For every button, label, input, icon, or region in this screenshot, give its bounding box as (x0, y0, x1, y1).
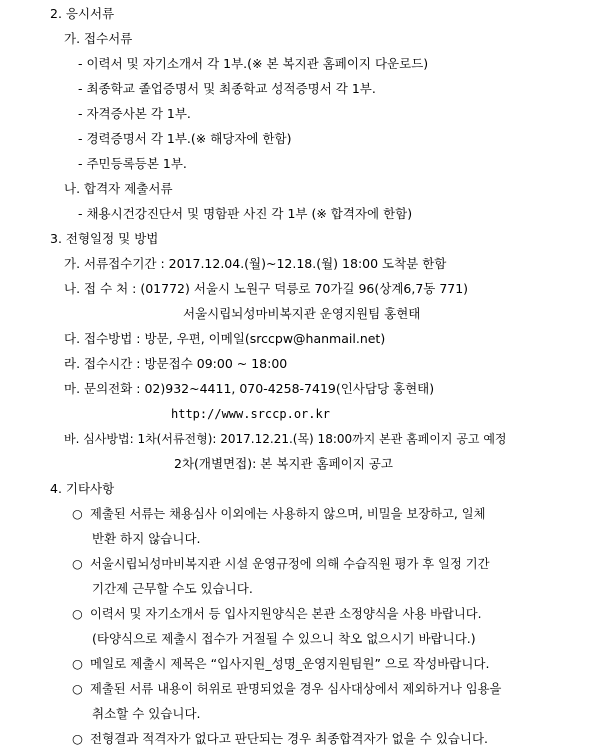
note-6-line-1: 전형결과 적격자가 없다고 판단되는 경우 최종합격자가 없을 수 있습니다. (90, 731, 489, 746)
section-2-title: 2. 응시서류 (50, 6, 115, 21)
circle-bullet-icon: ○ (72, 507, 83, 521)
application-period: 가. 서류접수기간 : 2017.12.04.(월)~12.18.(월) 18:00 도착분 한함 (64, 256, 447, 271)
note-3-line-2: (타양식으로 제출시 접수가 거절될 수 있으니 착오 없으시기 바랍니다.) (92, 631, 476, 646)
note-2-line-1: 서울시립뇌성마비복지관 시설 운영규정에 의해 수습직원 평가 후 일정 기간 (90, 557, 490, 571)
note-3-line-1: 이력서 및 자기소개서 등 입사지원양식은 본관 소정양식을 사용 바랍니다. (90, 607, 482, 621)
document-item-2: - 최종학교 졸업증명서 및 최종학교 성적증명서 각 1부. (78, 81, 376, 96)
section-3-title: 3. 전형일정 및 방법 (50, 231, 159, 246)
screening-stage-2: 2차(개별면접): 본 복지관 홈페이지 공고 (174, 456, 393, 471)
note-1 (72, 504, 485, 524)
document-item-5: - 주민등록등본 1부. (78, 156, 187, 171)
note-3 (72, 604, 482, 624)
note-5 (72, 679, 501, 699)
circle-bullet-icon: ○ (72, 557, 83, 571)
document-item-3: - 자격증사본 각 1부. (78, 106, 191, 121)
circle-bullet-icon: ○ (72, 731, 83, 746)
note-4-line-1: 메일로 제출시 제목은 “입사지원_성명_운영지원팀원” 으로 작성바랍니다. (90, 656, 490, 671)
document-item-4: - 경력증명서 각 1부.(※ 해당자에 한함) (78, 131, 292, 146)
note-2 (72, 554, 490, 574)
section-2-na-label: 나. 합격자 제출서류 (64, 181, 173, 196)
contact-phone: 마. 문의전화 : 02)932~4411, 070-4258-7419(인사담당 홍현태) (64, 381, 435, 396)
application-address: 나. 접 수 처 : (01772) 서울시 노원구 덕릉로 70가길 96(상계6,7동 771) (64, 281, 469, 296)
circle-bullet-icon: ○ (72, 682, 83, 696)
note-4 (72, 654, 489, 674)
screening-stage-1: 바. 심사방법: 1차(서류전형): 2017.12.21.(목) 18:00까지 본관 홈페이지 공고 예정 (64, 432, 507, 446)
section-2-ga-label: 가. 접수서류 (64, 31, 133, 46)
application-method: 다. 접수방법 : 방문, 우편, 이메일(srccpw@hanmail.net) (64, 331, 386, 346)
circle-bullet-icon: ○ (72, 656, 83, 671)
circle-bullet-icon: ○ (72, 607, 83, 621)
note-5-line-2: 취소할 수 있습니다. (92, 706, 201, 721)
section-4-title: 4. 기타사항 (50, 481, 115, 496)
successful-applicant-item: - 채용시건강진단서 및 명함판 사진 각 1부 (※ 합격자에 한함) (78, 206, 413, 221)
application-recipient: 서울시립뇌성마비복지관 운영지원팀 홍현태 (183, 306, 421, 321)
note-2-line-2: 기간제 근무할 수도 있습니다. (92, 581, 253, 596)
note-1-line-2: 반환 하지 않습니다. (92, 531, 201, 546)
note-1-line-1: 제출된 서류는 채용심사 이외에는 사용하지 않으며, 비밀을 보장하고, 일체 (90, 507, 486, 521)
note-6 (72, 729, 488, 749)
website-link[interactable]: http://www.srccp.or.kr (171, 407, 330, 421)
document-item-1: - 이력서 및 자기소개서 각 1부.(※ 본 복지관 홈페이지 다운로드) (78, 56, 429, 71)
application-hours: 라. 접수시간 : 방문접수 09:00 ~ 18:00 (64, 356, 288, 371)
note-5-line-1: 제출된 서류 내용이 허위로 판명되었을 경우 심사대상에서 제외하거나 임용을 (90, 682, 502, 696)
